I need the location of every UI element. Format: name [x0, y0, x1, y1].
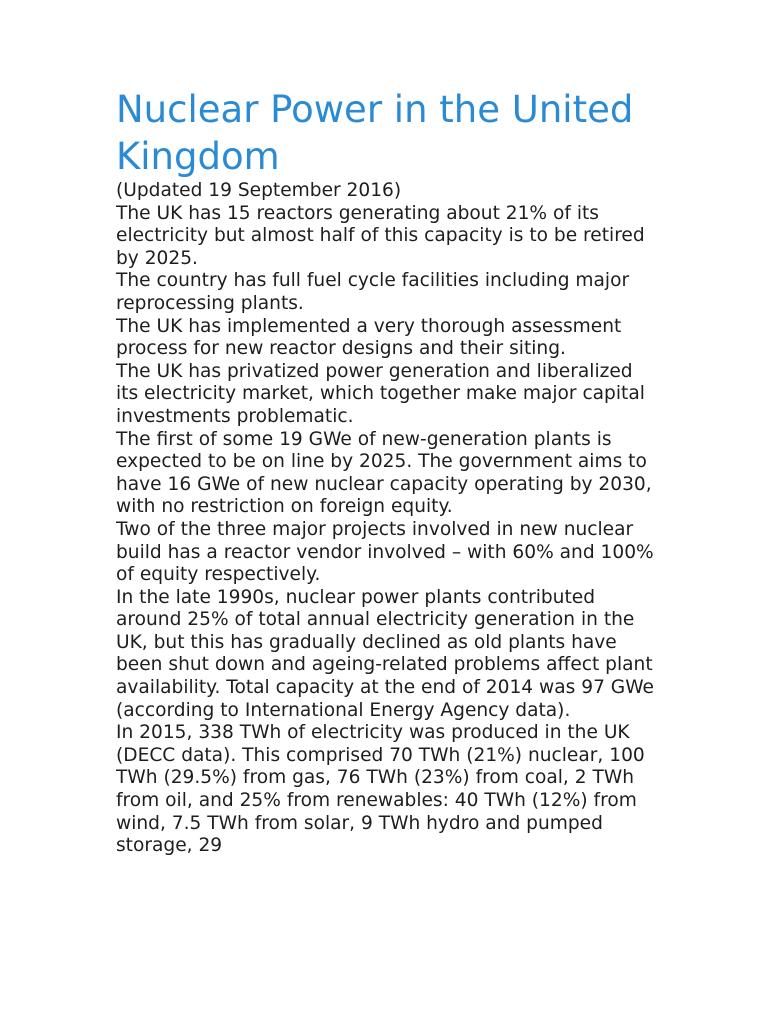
- document-page: [116, 86, 656, 858]
- paragraph-major-projects: Two of the three major projects involved in new nuclear build has a reactor vendor involved – with 60% and 100% of equity respectively.: [116, 518, 654, 586]
- paragraph-2015-generation: In 2015, 338 TWh of electricity was produced in the UK (DECC data). This comprised 70 TWh (21%) nuclear, 100 TWh (29.5%) from gas, 76 TWh (23%) from coal, 2 TWh from oil, and 25% from renewables: 40 TWh (12%) from wind, 7.5 TWh from solar, 9 TWh hydro and pumped storage, 29: [116, 722, 645, 857]
- paragraph-privatization: The UK has privatized power generation and liberalized its electricity market, which together make major capital investments problematic.: [116, 360, 645, 427]
- paragraph-1990s: In the late 1990s, nuclear power plants contributed around 25% of total annual electricity generation in the UK, but this has gradually declined as old plants have been shut down and ageing-related problems affect plant availability. Total capacity at the end of 2014 was 97 GWe (according to International Energy Agency data).: [116, 586, 654, 721]
- document-title: Nuclear Power in the United Kingdom: [116, 88, 634, 178]
- paragraph-fuel-cycle: The country has full fuel cycle facilities including major reprocessing plants.: [116, 270, 630, 314]
- paragraph-reactors: The UK has 15 reactors generating about 21% of its electricity but almost half of this capacity is to be retired by 2025.: [116, 202, 645, 269]
- updated-date: (Updated 19 September 2016): [116, 180, 402, 201]
- paragraph-new-generation: The first of some 19 GWe of new-generation plants is expected to be on line by 2025. The government aims to have 16 GWe of new nuclear capacity operating by 2030, with no restriction on foreign equity.: [116, 428, 652, 518]
- paragraph-assessment: The UK has implemented a very thorough assessment process for new reactor designs and their siting.: [116, 315, 622, 360]
